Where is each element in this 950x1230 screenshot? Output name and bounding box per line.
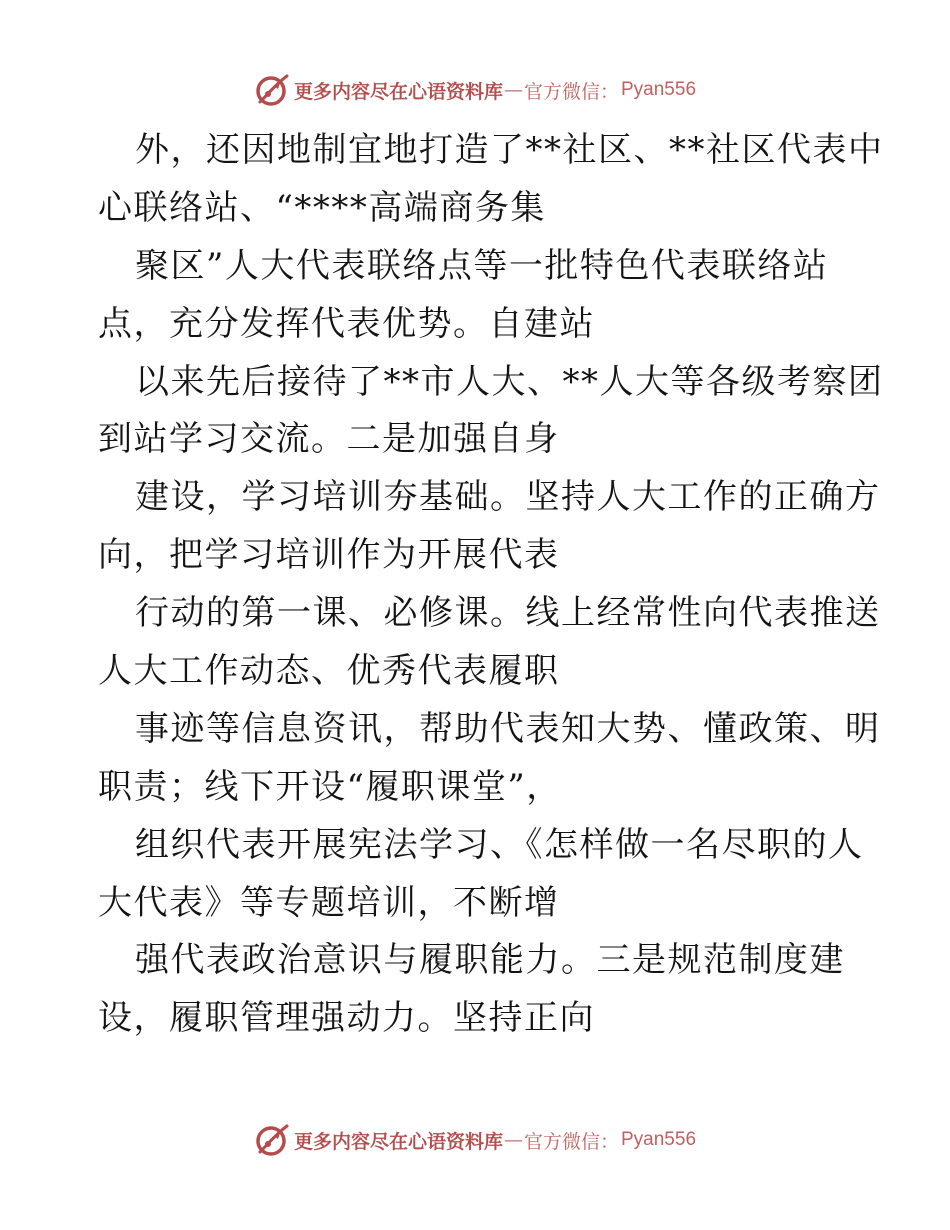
text-line: 向，把学习培训作为开展代表 — [98, 535, 560, 576]
watermark-separator: — — [503, 79, 523, 101]
text-line: 职责；线下开设“履职课堂”， — [98, 766, 562, 807]
text-line: 事迹等信息资讯，帮助代表知大势、懂政策、明 — [135, 708, 881, 749]
watermark-wechat-id: Pyan556 — [621, 1129, 697, 1150]
text-line: 行动的第一课、必修课。线上经常性向代表推送 — [135, 593, 881, 634]
text-line: 到站学习交流。二是加强自身 — [98, 419, 560, 460]
footer-watermark — [0, 1120, 950, 1160]
text-line: 设，履职管理强动力。坚持正向 — [98, 998, 595, 1039]
watermark-site-text: 更多内容尽在心语资料库 — [293, 80, 503, 103]
text-line: 心联络站、“****高端商务集 — [98, 187, 546, 228]
watermark-wechat-label: 官方微信： — [523, 80, 619, 103]
header-watermark — [0, 70, 950, 110]
brush-logo-icon — [254, 72, 290, 108]
text-line: 建设，学习培训夯基础。坚持人大工作的正确方 — [135, 477, 881, 518]
text-line: 强代表政治意识与履职能力。三是规范制度建 — [135, 940, 845, 981]
text-line: 大代表》等专题培训，不断增 — [98, 882, 560, 923]
text-line: 点，充分发挥代表优势。自建站 — [98, 303, 595, 344]
watermark-wechat-label: 官方微信： — [523, 1130, 619, 1153]
text-line: 人大工作动态、优秀代表履职 — [98, 651, 560, 692]
watermark-separator: — — [503, 1129, 523, 1151]
text-line: 组织代表开展宪法学习、《怎样做一名尽职的人 — [135, 824, 864, 865]
document-body — [98, 122, 884, 1048]
text-line: 外，还因地制宜地打造了**社区、**社区代表中 — [135, 130, 884, 170]
watermark-wechat-id: Pyan556 — [621, 79, 697, 100]
text-line: 聚区”人大代表联络点等一批特色代表联络站 — [135, 245, 829, 286]
text-line: 以来先后接待了**市人大、**人大等各级考察团 — [135, 361, 884, 402]
watermark-site-text: 更多内容尽在心语资料库 — [293, 1130, 503, 1153]
brush-logo-icon — [254, 1122, 290, 1158]
